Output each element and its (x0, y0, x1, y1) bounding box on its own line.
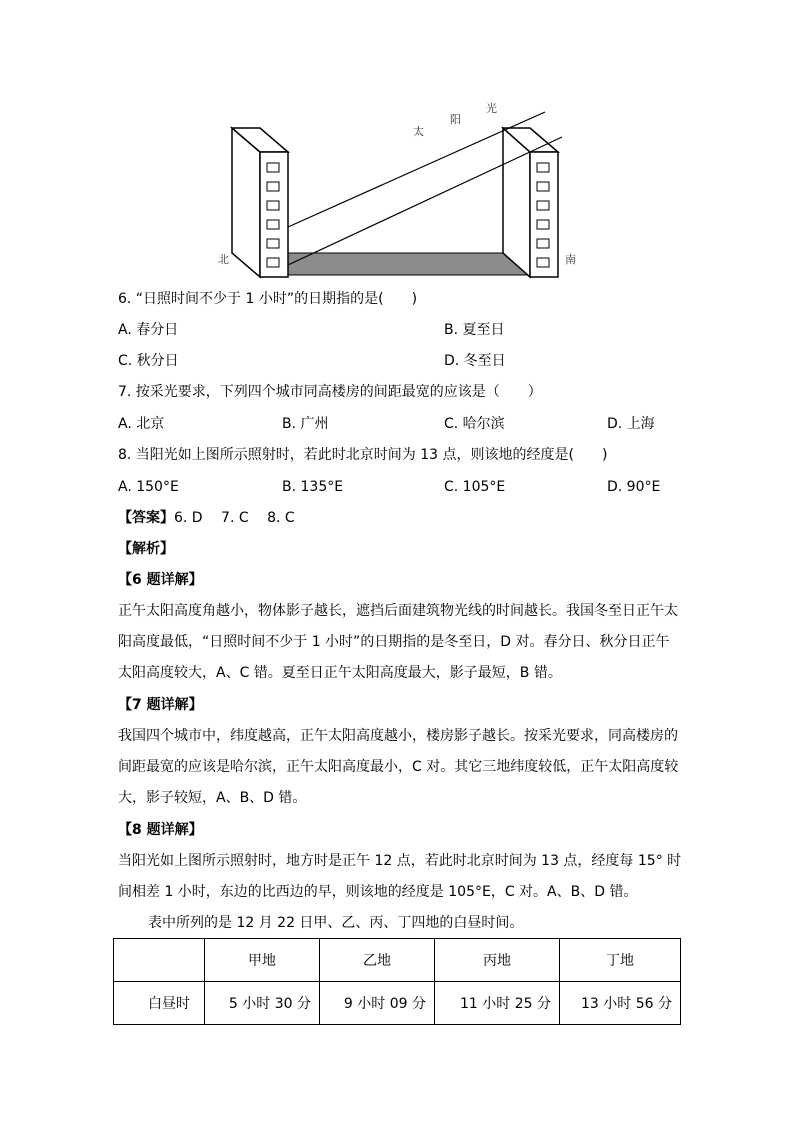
answer-line (118, 508, 295, 528)
table-row-label: 白昼时 (114, 982, 205, 1025)
sun-label-char-3: 光 (486, 102, 497, 115)
building-shadow-diagram (210, 95, 590, 280)
q6-option-a: A. 春分日 (118, 322, 179, 338)
table-cell-ding: 13 小时 56 分 (560, 982, 681, 1025)
q7-option-b: B. 广州 (282, 416, 329, 432)
table-intro: 表中所列的是 12 月 22 日甲、乙、丙、丁四地的白昼时间。 (148, 915, 524, 931)
south-building (503, 128, 558, 277)
table-header-bing: 丙地 (435, 939, 560, 982)
detail-6-text: 正午太阳高度角越小，物体影子越长，遮挡后面建筑物光线的时间越长。我国冬至日正午太阳高度最低，“日照时间不少于 1 小时”的日期指的是冬至日，D 对。春分日、秋分日正午太阳高度较大，A、C 错。夏至日正午太阳高度最大，影子最短，B 错。 (118, 603, 678, 681)
question-8-stem: 8. 当阳光如上图所示照射时，若此时北京时间为 13 点，则该地的经度是( ) (118, 447, 608, 463)
table-header-empty (114, 939, 205, 982)
table-header-jia: 甲地 (205, 939, 320, 982)
detail-7-text: 我国四个城市中，纬度越高，正午太阳高度越小，楼房影子越长。按采光要求，同高楼房的间距最宽的应该是哈尔滨，正午太阳高度最小，C 对。其它三地纬度较低，正午太阳高度较大，影子较短，A、B、D 错。 (118, 728, 679, 806)
q7-option-d: D. 上海 (607, 416, 655, 432)
daylight-table (113, 938, 681, 1025)
table-row (114, 982, 681, 1025)
north-building (232, 128, 288, 277)
answer-label: 【答案】 (118, 510, 174, 526)
table-cell-yi: 9 小时 09 分 (320, 982, 435, 1025)
q8-option-d: D. 90°E (607, 479, 661, 495)
table-cell-jia: 5 小时 30 分 (205, 982, 320, 1025)
question-6-stem: 6. “日照时间不少于 1 小时”的日期指的是( ) (118, 291, 418, 307)
detail-6-label: 【6 题详解】 (118, 572, 203, 588)
sun-label-char-2: 阳 (450, 113, 461, 126)
sun-label-char-1: 太 (413, 125, 424, 138)
detail-8-text: 当阳光如上图所示照射时，地方时是正午 12 点，若此时北京时间为 13 点，经度每 15° 时间相差 1 小时，东边的比西边的早，则该地的经度是 105°E，C 对。A、B、D 错。 (118, 853, 682, 900)
question-7-stem: 7. 按采光要求，下列四个城市同高楼房的间距最宽的应该是（ ） (118, 384, 542, 400)
q7-option-c: C. 哈尔滨 (444, 416, 505, 432)
table-header-row (114, 939, 681, 982)
table-header-yi: 乙地 (320, 939, 435, 982)
q8-option-c: C. 105°E (444, 479, 506, 495)
table-cell-bing: 11 小时 25 分 (435, 982, 560, 1025)
label-north: 北 (218, 253, 229, 266)
q6-option-b: B. 夏至日 (444, 322, 505, 338)
q6-option-c: C. 秋分日 (118, 353, 179, 369)
q8-option-b: B. 135°E (282, 479, 344, 495)
q6-option-d: D. 冬至日 (444, 353, 506, 369)
shadow-area (288, 253, 530, 275)
q8-option-a: A. 150°E (118, 479, 179, 495)
table-header-ding: 丁地 (560, 939, 681, 982)
analysis-label: 【解析】 (118, 541, 174, 557)
detail-8-label: 【8 题详解】 (118, 822, 203, 838)
q7-option-a: A. 北京 (118, 416, 165, 432)
answer-text: 6. D 7. C 8. C (174, 510, 295, 526)
label-south: 南 (565, 253, 576, 266)
detail-7-label: 【7 题详解】 (118, 697, 203, 713)
